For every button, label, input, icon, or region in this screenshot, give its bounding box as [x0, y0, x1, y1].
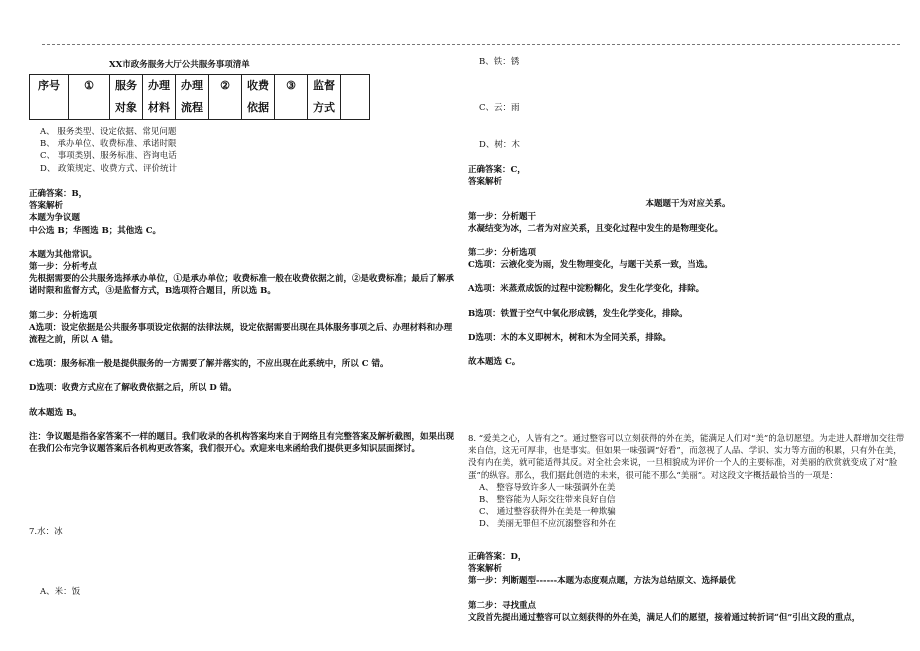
option-b: B、 承办单位、收费标准、承诺时限 — [40, 139, 177, 150]
q6-analysis — [29, 188, 454, 455]
q7-option-c: C、云：雨 — [479, 103, 520, 113]
option-a: A、 服务类型、设定依据、常见问题 — [40, 127, 177, 137]
step2-title: 第二步：分析选项 — [29, 310, 98, 321]
table-cell: 办理 流程 — [176, 75, 209, 120]
table-cell: 序号 — [30, 75, 69, 120]
analysis-label: 答案解析 — [29, 201, 64, 212]
table-cell: ② — [209, 75, 242, 120]
q7-option-a: A、米：饭 — [40, 587, 81, 597]
service-items-table — [29, 74, 370, 120]
analysis-option-b: B选项：铁置于空气中氧化形成锈，发生化学变化，排除。 — [468, 308, 688, 319]
step1-title: 第一步：分析考点 — [29, 262, 98, 273]
q6-options — [29, 126, 454, 175]
table-row — [30, 75, 370, 120]
q8-analysis — [468, 551, 908, 624]
q8-option-c: C、 通过整容获得外在美是一种欺骗 — [479, 507, 616, 518]
q7-question: 7.水：冰 — [29, 527, 63, 537]
q7-option-a-block — [29, 586, 454, 598]
q8-option-a: A、 整容导致许多人一味强调外在美 — [479, 482, 616, 493]
table-cell: ① — [69, 75, 110, 120]
step2-option-a: A选项：设定依据是公共服务事项设定依据的法律法规，设定依据需要出现在具体服务事项之后、办理材料和办理流程之前，所以 A 错。 — [29, 322, 453, 346]
analysis-label: 答案解析 — [468, 177, 503, 188]
relation-note: 本题题干为对应关系。 — [645, 199, 731, 210]
analysis-option-c: C选项：云液化变为雨，发生物理变化，与题干关系一致，当选。 — [468, 260, 713, 271]
conclusion-text: 故本题选 B。 — [29, 407, 82, 418]
dispute-note: 注：争议题是指各家答案不一样的题目。我们收录的各机构答案均来自于网络且有完整答案及解析截图，如果出现在我们公布完争议题答案后各机构更改答案，我们很开心。欢迎来电来函给我们提供更多知识层面探讨。 — [29, 431, 455, 455]
q7-option-d-block — [468, 139, 908, 151]
q8-step1: 第一步：判断题型------本题为态度观点题，方法为总结原文、选择最优 — [468, 576, 736, 587]
q8-step2-text: 文段首先提出通过整容可以立刻获得的外在美，满足人们的愿望，接着通过转折词“但”引出文段的重点， — [468, 612, 861, 623]
header-dashed-rule — [42, 44, 900, 45]
answer-text: 正确答案：B， — [29, 189, 88, 199]
table-cell: ③ — [275, 75, 308, 120]
q7-option-b: B、铁：锈 — [479, 57, 520, 67]
dispute-label: 本题为争议题 — [29, 213, 81, 224]
step1-text: 水凝结变为冰，二者为对应关系，且变化过程中发生的是物理变化。 — [468, 223, 724, 234]
step2-option-d: D选项：收费方式应在了解收费依据之后，所以 D 错。 — [29, 383, 237, 394]
analysis-label: 答案解析 — [468, 564, 503, 575]
table-cell: 收费 依据 — [242, 75, 275, 120]
q8-question: 8. “爱美之心，人皆有之”。通过整容可以立刻获得的外在美，能满足人们对“美”的急切愿望。为走进人群增加交往带来自信，这无可厚非，也是事实。但如果一味强调“好看”，而忽视了人品、学识、实力等方面的积累，只有外在美，没有内在美，就可能适得其反。对全社会来说，一旦相貌成为评价一个人的主要标准，对美丽的欣赏就变成了对“脸蛋”的纵容。那么，我们据此创造的未来，很可能不那么“美丽”。对这段文字概括最恰当的一项是： — [468, 434, 905, 481]
q7-option-c-block — [468, 102, 908, 114]
table-cell: 办理 材料 — [143, 75, 176, 120]
q7-analysis — [468, 164, 908, 368]
institution-answers: 中公选 B；华图选 B；其他选 C。 — [29, 225, 162, 236]
conclusion-text: 故本题选 C。 — [468, 357, 521, 368]
table-cell: 监督 方式 — [308, 75, 341, 120]
q8-option-b: B、 整容能为人际交往带来良好自信 — [479, 495, 616, 506]
q7-stem — [29, 526, 454, 538]
analysis-option-a: A选项：米蒸煮成饭的过程中淀粉糊化，发生化学变化，排除。 — [468, 284, 705, 295]
category-text: 本题为其他常识。 — [29, 249, 98, 260]
q7-option-d: D、树：木 — [479, 140, 520, 150]
table-cell — [341, 75, 370, 120]
step2-title: 第二步：分析选项 — [468, 248, 537, 259]
answer-text: 正确答案：C， — [468, 165, 526, 175]
q8-block — [468, 433, 908, 531]
option-d: D、 政策规定、收费方式、评价统计 — [40, 163, 178, 174]
q7-option-b-block — [468, 56, 908, 68]
step1-title: 第一步：分析题干 — [468, 211, 537, 222]
step2-option-c: C选项：服务标准一般是提供服务的一方需要了解并落实的，不应出现在此系统中，所以 C 错。 — [29, 359, 389, 370]
table-cell: 服务 对象 — [110, 75, 143, 120]
answer-text: 正确答案：D， — [468, 552, 527, 562]
doc-title: XX市政务服务大厅公共服务事项清单 — [109, 60, 250, 70]
q8-option-d: D、 美丽无罪但不应沉溺整容和外在 — [479, 519, 617, 530]
analysis-option-d: D选项：木的本义即树木，树和木为全同关系，排除。 — [468, 332, 671, 343]
option-c: C、 事项类别、服务标准、咨询电话 — [40, 151, 177, 162]
step1-text: 先根据需要的公共服务选择承办单位，①是承办单位；收费标准一般在收费依据之前，②是收费标准；最后了解承诺时限和监督方式，③是监督方式，B选项符合题目，所以选 B。 — [29, 274, 455, 297]
q8-step2-title: 第二步：寻找重点 — [468, 600, 537, 611]
